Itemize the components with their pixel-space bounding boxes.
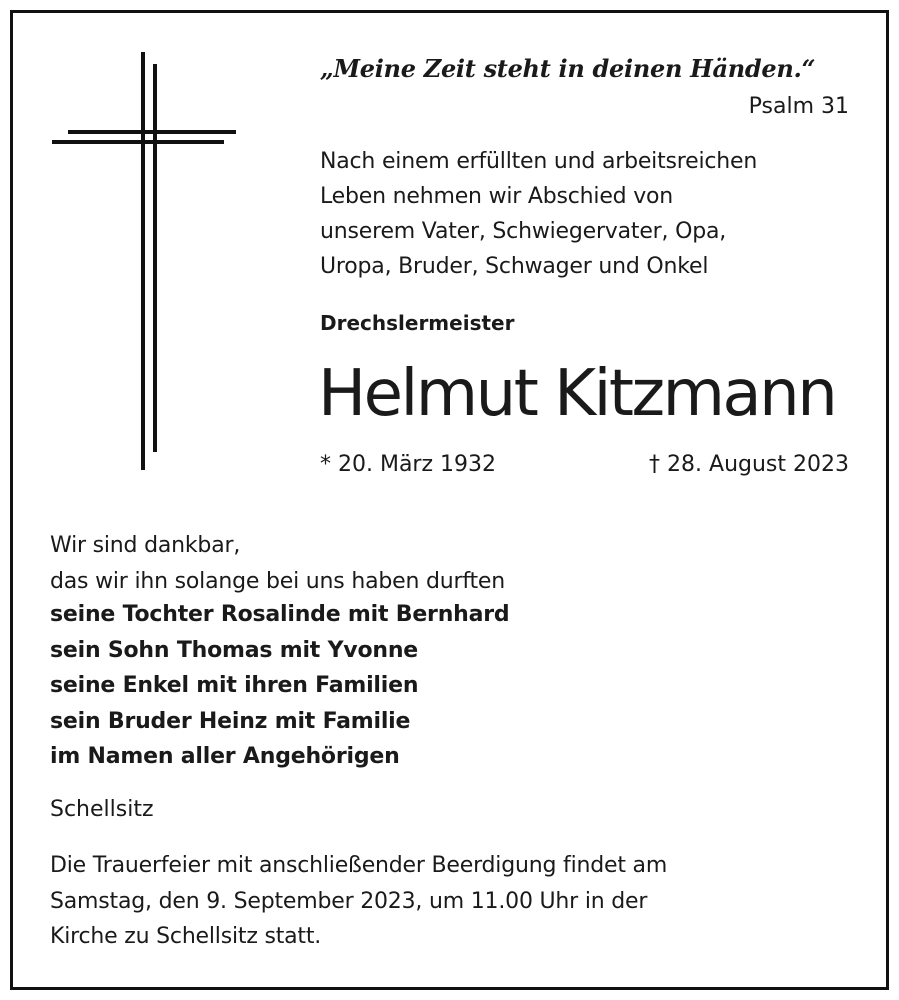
bible-quote: „Meine Zeit steht in deinen Händen.“	[320, 54, 816, 83]
deceased-name: Helmut Kitzmann	[318, 357, 836, 431]
mourners-list	[50, 597, 850, 775]
thanks-line: Wir sind dankbar,	[50, 533, 241, 558]
funeral-line: Samstag, den 9. September 2023, um 11.00 Uhr in der	[50, 888, 648, 914]
funeral-line: Die Trauerfeier mit anschließender Beerdigung findet am	[50, 853, 668, 878]
mourner-line: seine Tochter Rosalinde mit Bernhard	[50, 602, 510, 627]
mourner-line: seine Enkel mit ihren Familien	[50, 673, 419, 698]
place-name: Schellsitz	[50, 797, 154, 822]
thanks-text	[50, 528, 850, 599]
cross-icon	[52, 52, 236, 470]
death-date: † 28. August 2023	[649, 452, 849, 477]
intro-line: Leben nehmen wir Abschied von	[320, 184, 674, 209]
intro-line: Uropa, Bruder, Schwager und Onkel	[320, 254, 709, 279]
birth-date: * 20. März 1932	[320, 452, 497, 477]
intro-text	[320, 144, 860, 284]
mourner-line: im Namen aller Angehörigen	[50, 744, 400, 769]
intro-line: Nach einem erfüllten und arbeitsreichen	[320, 149, 758, 174]
intro-line: unserem Vater, Schwiegervater, Opa,	[320, 219, 727, 244]
funeral-info	[50, 848, 870, 955]
funeral-line: Kirche zu Schellsitz statt.	[50, 924, 322, 949]
quote-source: Psalm 31	[748, 94, 849, 119]
profession: Drechslermeister	[320, 311, 515, 335]
mourner-line: sein Bruder Heinz mit Familie	[50, 708, 411, 734]
thanks-line: das wir ihn solange bei uns haben durften	[50, 568, 506, 594]
mourner-line: sein Sohn Thomas mit Yvonne	[50, 637, 418, 663]
